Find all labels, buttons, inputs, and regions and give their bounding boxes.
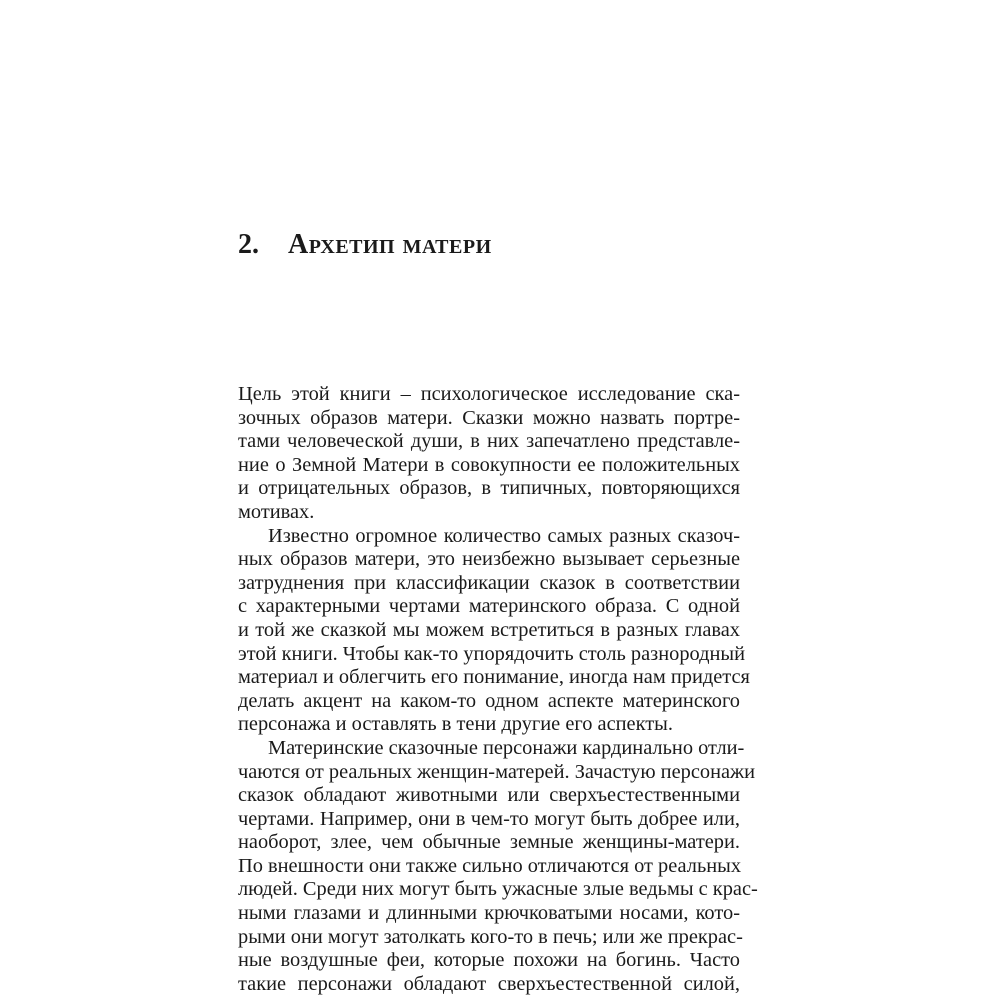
text-line: затруднения при классификации сказок в соответствии: [238, 571, 740, 594]
text-line: персонажа и оставлять в тени другие его аспекты.: [238, 713, 673, 736]
text-line: чертами. Например, они в чем-то могут быть добрее или,: [238, 807, 740, 830]
paragraph-2: [238, 524, 750, 737]
text-line: и отрицательных образов, в типичных, повторяющихся: [238, 477, 740, 500]
text-line: мотивах.: [238, 500, 315, 523]
text-line: наоборот, злее, чем обычные земные женщины-матери.: [238, 831, 740, 854]
chapter-number: 2.: [238, 229, 259, 260]
text-line: и той же сказкой мы можем встретиться в разных главах: [238, 618, 740, 641]
text-line: ние о Земной Матери в совокупности ее положительных: [238, 453, 740, 476]
text-line: рыми они могут затолкать кого-то в печь; или же прекрас-: [238, 925, 743, 948]
text-line: сказок обладают животными или сверхъестественными: [238, 784, 740, 807]
text-line: с характерными чертами материнского образа. С одной: [238, 595, 740, 618]
paragraph-1: [238, 383, 740, 525]
chapter-title: Архетип матери: [288, 229, 492, 260]
body-text: [238, 383, 758, 996]
text-line: материал и облегчить его понимание, иногда нам придется: [238, 666, 750, 689]
text-line: чаются от реальных женщин-матерей. Зачастую персонажи: [238, 760, 756, 783]
text-line: делать акцент на каком-то одном аспекте материнского: [238, 689, 740, 712]
text-line: Известно огромное количество самых разных сказоч-: [268, 524, 740, 547]
text-line: тами человеческой души, в них запечатлено представле-: [238, 430, 740, 453]
text-line: Материнские сказочные персонажи кардинально отли-: [268, 736, 745, 759]
text-line: людей. Среди них могут быть ужасные злые ведьмы с крас-: [238, 878, 758, 901]
text-line: этой книги. Чтобы как-то упорядочить столь разнородный: [238, 642, 746, 665]
text-line: По внешности они также сильно отличаются от реальных: [238, 854, 742, 877]
text-line: ными глазами и длинными крючковатыми носами, кото-: [238, 902, 740, 925]
text-line: ные воздушные феи, которые похожи на богинь. Часто: [238, 949, 740, 972]
text-line: Цель этой книги – психологическое исследование ска-: [238, 383, 740, 405]
chapter-heading: [238, 229, 492, 261]
text-line: ных образов матери, это неизбежно вызывает серьезные: [238, 548, 740, 571]
text-line: зочных образов матери. Сказки можно назвать портре-: [238, 406, 740, 429]
text-line: такие персонажи обладают сверхъестественной силой,: [238, 972, 740, 995]
paragraph-3: [238, 736, 758, 997]
